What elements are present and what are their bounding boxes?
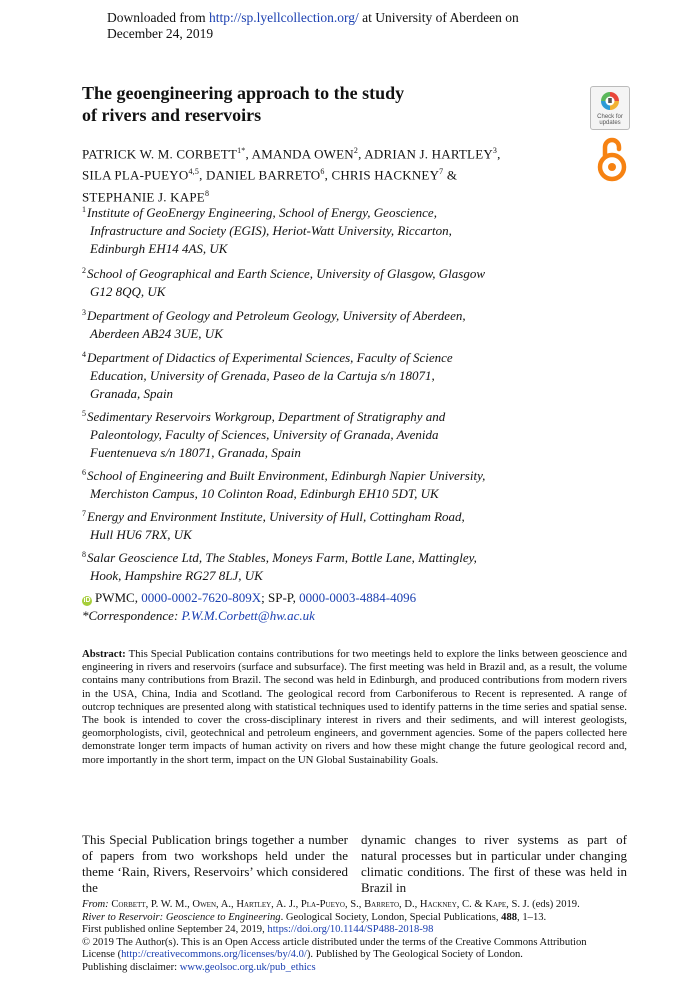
author-list: [82, 142, 562, 206]
author-name: ADRIAN J. HARTLEY: [364, 146, 493, 162]
affiliation-text: Granada, Spain: [90, 386, 174, 401]
affiliation-1: [82, 201, 552, 258]
affiliation-text: Paleontology, Faculty of Sciences, University of Granada, Avenida: [90, 427, 439, 442]
title-line-1: The geoengineering approach to the study: [82, 83, 405, 103]
orcid-icon: iD: [83, 597, 91, 604]
license-link[interactable]: http://creativecommons.org/licenses/by/4.0/: [121, 949, 307, 961]
affiliation-text: Sedimentary Reservoirs Workgroup, Department of Stratigraphy and: [87, 409, 446, 424]
affiliation-text: Hull HU6 7RX, UK: [90, 527, 192, 542]
body-column-left: This Special Publication brings together a number of papers from two workshops held under the theme ‘Rain, Rivers, Reservoirs’ which considered the: [82, 832, 348, 895]
author-affiliation: 7: [439, 167, 444, 177]
affiliation-text: Salar Geoscience Ltd, The Stables, Moneys Farm, Bottle Lane, Mattingley,: [87, 550, 477, 565]
author-separator: &: [443, 167, 458, 183]
affiliation-2: [82, 262, 552, 301]
abstract-text: This Special Publication contains contributions for two meetings held to explore the links between geoscience and engineering in rivers and reservoirs (surface and subsurface). The first meeting was held in Brazil and, as a result, the volume contains many contributions from Brazil. The second was held in Edinburgh, and produced contributions from modern rivers in the USA, China, India and Scotland. The geological record from Carboniferous to Recent is represented. A range of outcrop techniques are presented along with statistical techniques used to identify patterns in the time series and spatial sense. The book is intended to cover the cross-disciplinary interest in rivers and their sediments, and will interest geologists, geomorphologists, civil, geotechnical and petroleum engineers, and government agencies. Some of the papers collected here demonstrate longer term impacts of human activity on rivers and how these might change the future geological record and, more importantly in the short term, impact on the UN Global Sustainability Goals.: [82, 648, 627, 766]
orcid-label-2: ; SP-P,: [261, 590, 300, 605]
author-name: DANIEL BARRETO: [205, 167, 321, 183]
author-name: STEPHANIE J. KAPE: [82, 188, 205, 204]
title-line-2: of rivers and reservoirs: [82, 105, 262, 125]
affiliation-text: Institute of GeoEnergy Engineering, School of Energy, Geoscience,: [87, 205, 437, 220]
affiliation-4: [82, 346, 552, 403]
badge-line-2: updates: [599, 120, 621, 126]
affiliation-3: [82, 304, 552, 343]
affiliation-number: 6: [82, 468, 86, 477]
article-title: [82, 82, 502, 126]
author-name: AMANDA OWEN: [251, 146, 354, 162]
affiliation-text: G12 8QQ, UK: [90, 284, 166, 299]
orcid-link-1[interactable]: 0000-0002-7620-809X: [141, 590, 262, 605]
doi-link[interactable]: https://doi.org/10.1144/SP488-2018-98: [267, 924, 434, 936]
badge-line-1: Check for: [597, 114, 623, 120]
from-year: (eds) 2019.: [529, 899, 580, 910]
abstract-label: Abstract:: [82, 648, 126, 660]
correspondence: [82, 607, 315, 625]
author-affiliation: 2: [353, 146, 359, 155]
affiliation-text: Department of Didactics of Experimental Sciences, Faculty of Science: [87, 350, 453, 365]
affiliation-text: Hook, Hampshire RG27 8LJ, UK: [90, 568, 263, 583]
download-suffix: at University of Aberdeen on: [358, 10, 519, 25]
published-date: First published online September 24, 2019,: [82, 924, 268, 936]
author-name: PATRICK W. M. CORBETT: [82, 146, 238, 162]
book-title: River to Reservoir: Geoscience to Engineering: [82, 911, 281, 923]
author-separator: ,: [245, 146, 252, 162]
volume: 488: [501, 911, 518, 923]
affiliation-text: Edinburgh EH14 4AS, UK: [90, 241, 228, 256]
affiliation-5: [82, 405, 552, 462]
abstract: [82, 648, 627, 767]
author-name: SILA PLA-PUEYO: [82, 167, 189, 183]
affiliation-number: 3: [82, 308, 86, 317]
affiliation-number: 1: [82, 205, 86, 214]
open-access-icon: [596, 136, 628, 182]
affiliation-text: Fuentenueva s/n 18071, Granada, Spain: [90, 445, 301, 460]
check-for-updates-badge[interactable]: [590, 86, 630, 130]
affiliation-text: Education, University of Grenada, Paseo de la Cartuja s/n 18071,: [90, 368, 435, 383]
affiliation-text: Infrastructure and Society (EGIS), Heriot-Watt University, Riccarton,: [90, 223, 452, 238]
affiliation-number: 4: [82, 350, 86, 359]
citation-footer: [82, 899, 627, 975]
series: . Geological Society, London, Special Publications,: [280, 911, 502, 923]
license-suffix: ). Published by The Geological Society of London.: [306, 949, 523, 961]
from-label: From:: [82, 899, 112, 910]
affiliation-text: Department of Geology and Petroleum Geology, University of Aberdeen,: [87, 308, 466, 323]
affiliation-8: [82, 546, 552, 585]
affiliation-text: Energy and Environment Institute, University of Hull, Cottingham Road,: [87, 509, 465, 524]
author-separator: ,: [324, 167, 332, 183]
author-affiliation: 4,5: [188, 167, 200, 177]
disclaimer-link[interactable]: www.geolsoc.org.uk/pub_ethics: [179, 961, 316, 973]
download-prefix: Downloaded from: [107, 10, 209, 25]
from-authors: Corbett, P. W. M., Owen, A., Hartley, A. J., Pla-Pueyo, S., Barreto, D., Hackney, C. & Kape, S. J.: [111, 899, 530, 910]
author-affiliation: 3: [492, 146, 498, 155]
affiliation-text: Merchiston Campus, 10 Colinton Road, Edinburgh EH10 5DT, UK: [90, 486, 439, 501]
affiliation-text: Aberdeen AB24 3UE, UK: [90, 326, 223, 341]
author-affiliation: 1*: [237, 146, 246, 155]
orcid-link-2[interactable]: 0000-0003-4884-4096: [299, 590, 417, 605]
affiliation-number: 7: [82, 509, 86, 518]
pages: , 1–13.: [517, 911, 547, 923]
body-column-right: dynamic changes to river systems as part of natural processes but in particular under changing climatic conditions. The first of these was held in Brazil in: [361, 832, 627, 895]
orcid-label-1: PWMC,: [95, 590, 142, 605]
affiliation-text: School of Geographical and Earth Science, University of Glasgow, Glasgow: [87, 266, 486, 281]
download-link[interactable]: http://sp.lyellcollection.org/: [208, 10, 359, 25]
correspondence-label: *Correspondence:: [82, 608, 182, 623]
author-affiliation: 6: [320, 167, 325, 177]
author-affiliation: 8: [204, 188, 210, 198]
affiliation-7: [82, 505, 552, 544]
disclaimer-label: Publishing disclaimer:: [82, 961, 180, 973]
author-name: CHRIS HACKNEY: [331, 167, 440, 183]
author-separator: ,: [497, 146, 501, 162]
author-separator: ,: [358, 146, 365, 162]
check-updates-icon: [599, 90, 621, 114]
download-notice: [107, 10, 577, 42]
affiliation-text: School of Engineering and Built Environment, Edinburgh Napier University,: [87, 468, 486, 483]
orcid-line: [82, 589, 416, 607]
license-prefix: License (: [82, 949, 122, 961]
author-separator: ,: [199, 167, 206, 183]
correspondence-email[interactable]: P.W.M.Corbett@hw.ac.uk: [181, 608, 315, 623]
affiliation-number: 5: [82, 409, 86, 418]
affiliation-6: [82, 464, 552, 503]
affiliation-number: 2: [82, 266, 86, 275]
download-date: December 24, 2019: [107, 26, 214, 41]
affiliation-number: 8: [82, 550, 86, 559]
copyright: © 2019 The Author(s). This is an Open Access article distributed under the terms of the Creative Commons Attribution: [82, 936, 587, 948]
